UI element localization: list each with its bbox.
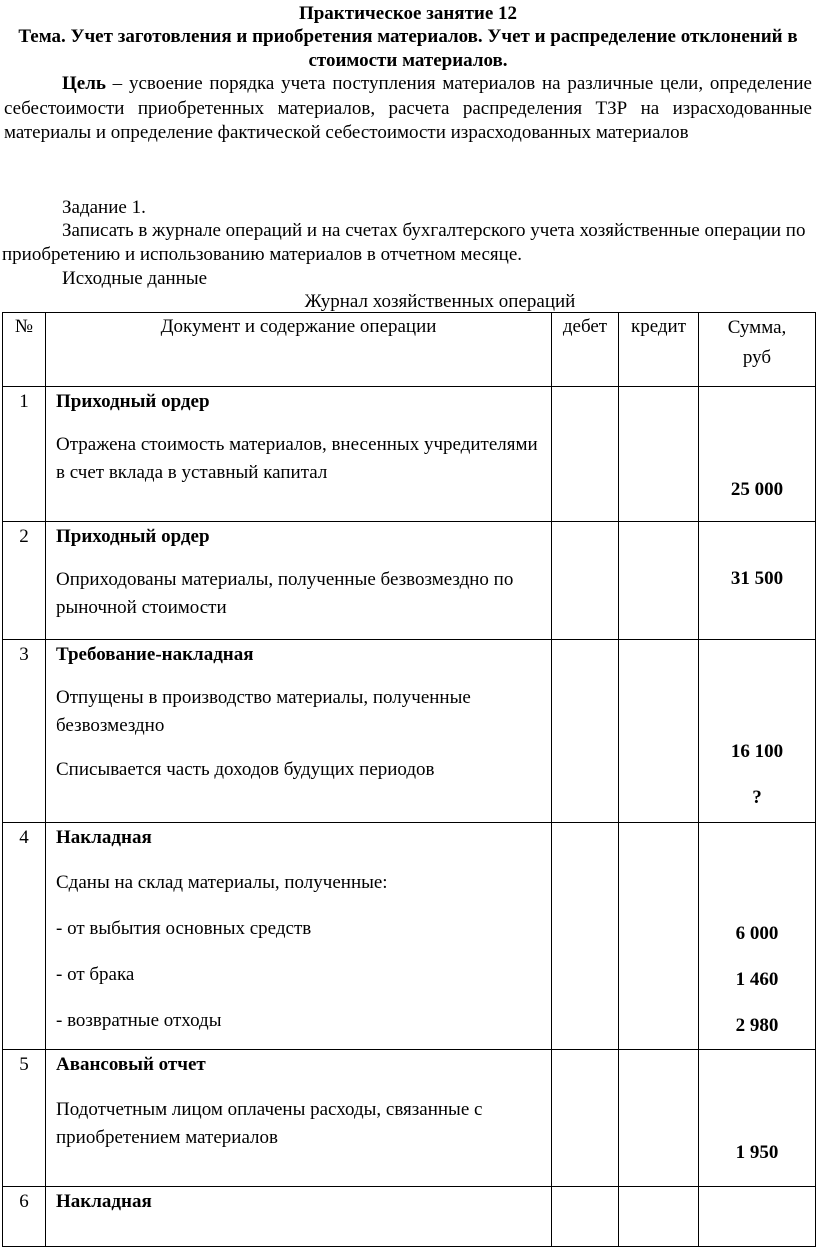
document-title: Авансовый отчет [56, 1054, 206, 1075]
header-sum-line1: Сумма, [727, 317, 787, 338]
amount: 1 950 [735, 1142, 779, 1163]
operations-journal-table [2, 312, 816, 1247]
amount: 6 000 [735, 923, 779, 944]
document-title: Накладная [56, 1191, 152, 1212]
goal-paragraph [4, 72, 812, 146]
table-row [3, 640, 816, 823]
topic-heading: Тема. Учет заготовления и приобретения материалов. Учет и распределение отклонений в стоимости материалов. [18, 26, 798, 71]
header-debit: дебет [552, 313, 619, 387]
operation-text: Списывается часть доходов будущих периодов [56, 759, 435, 780]
credit-cell [619, 1187, 699, 1247]
table-row [3, 1050, 816, 1187]
debit-cell [552, 387, 619, 522]
document-title: Требование-накладная [56, 644, 254, 665]
header-document: Документ и содержание операции [46, 313, 552, 387]
page-title: Практическое занятие 12 [298, 3, 518, 24]
goal-text: – усвоение порядка учета поступления материалов на различные цели, определение себестоимости приобретенных материалов, расчета распределения ТЗР на израсходованные материалы и определение фактической себестоимости израсходованных материалов [4, 73, 812, 143]
operation-text: - возвратные отходы [56, 1010, 222, 1031]
row-number: 3 [19, 644, 29, 665]
table-row [3, 522, 816, 640]
amount-unknown: ? [752, 787, 762, 808]
operation-text: - от брака [56, 964, 135, 985]
amount: 31 500 [730, 568, 784, 589]
amount: 2 980 [735, 1015, 779, 1036]
goal-label: Цель [62, 73, 106, 94]
credit-cell [619, 387, 699, 522]
row-number: 1 [19, 391, 29, 412]
task-label: Задание 1. [62, 197, 146, 218]
operation-text: Отпущены в производство материалы, полученные безвозмездно [56, 687, 471, 736]
debit-cell [552, 522, 619, 640]
debit-cell [552, 640, 619, 823]
amount: 1 460 [735, 969, 779, 990]
operation-text: Подотчетным лицом оплачены расходы, связанные с приобретением материалов [56, 1099, 483, 1148]
operation-text: Сданы на склад материалы, полученные: [56, 872, 388, 893]
header-credit: кредит [619, 313, 699, 387]
source-data-label: Исходные данные [62, 268, 208, 289]
credit-cell [619, 522, 699, 640]
row-number: 2 [19, 526, 29, 547]
amount-cell [699, 1187, 816, 1247]
header-sum [699, 313, 816, 387]
debit-cell [552, 1050, 619, 1187]
operation-text: Оприходованы материалы, полученные безвозмездно по рыночной стоимости [56, 569, 514, 618]
operation-text: Отражена стоимость материалов, внесенных учредителями в счет вклада в уставный капитал [56, 434, 538, 483]
task-text: Записать в журнале операций и на счетах бухгалтерского учета хозяйственные операции по приобретению и использованию материалов в отчетном месяце. [2, 220, 806, 265]
amount: 25 000 [730, 479, 784, 500]
document-title: Приходный ордер [56, 526, 210, 547]
header-number: № [3, 313, 46, 387]
table-row [3, 387, 816, 522]
document-title: Накладная [56, 827, 152, 848]
credit-cell [619, 823, 699, 1050]
row-number: 4 [19, 827, 29, 848]
row-number: 5 [19, 1054, 29, 1075]
table-caption: Журнал хозяйственных операций [304, 291, 576, 312]
table-row [3, 823, 816, 1050]
document-title: Приходный ордер [56, 391, 210, 412]
debit-cell [552, 1187, 619, 1247]
table-header-row [3, 313, 816, 387]
operation-text: - от выбытия основных средств [56, 918, 312, 939]
debit-cell [552, 823, 619, 1050]
amount: 16 100 [730, 741, 784, 762]
credit-cell [619, 640, 699, 823]
row-number: 6 [19, 1191, 29, 1212]
header-sum-line2: руб [742, 347, 772, 368]
credit-cell [619, 1050, 699, 1187]
table-row [3, 1187, 816, 1247]
